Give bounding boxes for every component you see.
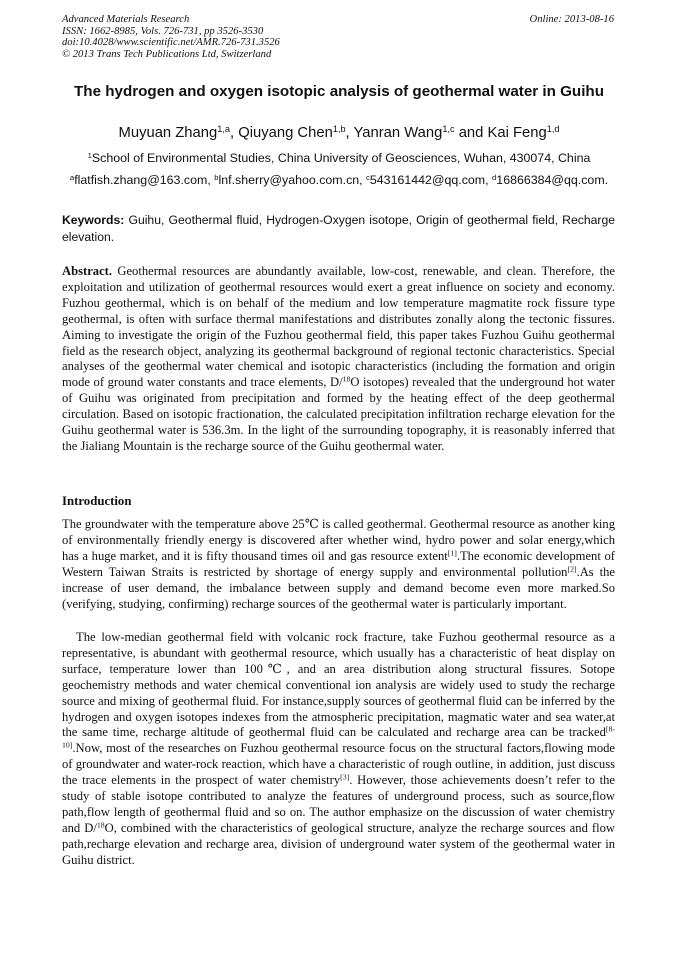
keywords-text: Guihu, Geothermal fluid, Hydrogen-Oxygen isotope, Origin of geothermal field, Recharge elevation. [62,213,615,244]
email-address[interactable]: 543161442@qq.com [369,173,486,187]
paragraph-text: The groundwater with the temperature above 25℃ is called geothermal. Geothermal resource as another king of environmentally friendly energy is discovered after whether wind, hydro power and solar energy,which has a huge market, and it is fifty thousand times oil and gas resource extent [62,517,615,563]
introduction-paragraph-1 [62,517,615,612]
email-mark: a [69,172,75,182]
paragraph-text: O, combined with the characteristics of geological structure, analyze the recharge sources and flow path,recharge elevation and recharge area, division of underground water system of the geothermal water in Guihu district. [62,820,615,867]
isotope-superscript: 18 [342,375,351,385]
author-affiliation-mark: 1,a [217,123,230,134]
journal-header [62,14,280,60]
paragraph-text: . However, those achievements doesn’t refer to the study of stable isotope contributed to analyze the features of underground process, such as source,flow path,flow length of geothermal fluid and so on. The author emphasize on the discussion of water chemistry and D/ [62,773,615,835]
author-affiliation-mark: 1,b [332,123,346,134]
email-mark: c [366,172,370,182]
paragraph-text: The low-median geothermal field with volcanic rock fracture, take Fuzhou geothermal resource as a representative, is abundant with geothermal resource, which usually has a characteristic of heat display on surface, temperature lower than 100℃, and an area distribution along structural fissures. Sotope geochemistry methods and water chemical conventional ion analysis are widely used to study the recharge source and mixing of geothermal fluid. For instance,supply sources of geothermal fluid can be inferred by the hydrogen and oxygen isotopes indexes from the atmospheric precipitation, magmatic water and sea water,at the same time, recharge altitude of geothermal fluid can be calculated and recharge area can be tracked [62,630,615,740]
email-list [62,172,616,188]
abstract-block [62,264,615,455]
citation-ref[interactable]: [2] [567,564,577,574]
email-address[interactable]: 16866384@qq.com. [496,173,609,187]
author-name: Kai Feng [487,125,547,141]
keywords-block [62,212,615,245]
paragraph-text: .The economic development of Western Taiwan Straits is restricted by shortage of energy supply and environmental pollution [62,548,615,579]
journal-name: Advanced Materials Research [62,14,190,25]
copyright-line: © 2013 Trans Tech Publications Ltd, Switzerland [62,48,272,60]
author-affiliation-mark: 1,c [442,123,455,134]
introduction-heading: Introduction [62,494,132,508]
citation-ref[interactable]: [1] [447,548,457,558]
paragraph-text: .Now, most of the researches on Fuzhou geothermal resource focus on the structural factors,flowing mode of groundwater and water-rock reaction, which have a characteristic of rough outline, in addition, just discuss the trace elements in the prospect of water chemistry [62,741,615,788]
paper-title: The hydrogen and oxygen isotopic analysis of geothermal water in Guihu [74,83,604,100]
abstract-text: O isotopes) revealed that the underground hot water of Guihu was originated from precipitation and formed by the heating effect of the deep geothermal circulation. Based on isotopic fractionation, the calculated precipitation infiltration recharge elevation for the Guihu geothermal water is 536.3m. In the light of the surrounding topography, it is reasonably inferred that the Jialiang Mountain is the recharge source of the Guihu geothermal water. [62,375,615,453]
email-separator: , [359,173,367,187]
email-address[interactable]: flatfish.zhang@163.com [74,173,208,187]
email-separator: , [207,173,215,187]
author-name: Yanran Wang [353,125,443,141]
isotope-superscript: 18 [96,820,105,830]
abstract-label: Abstract. [62,264,113,278]
keywords-label: Keywords: [62,213,125,227]
introduction-paragraph-2 [62,630,615,869]
doi-line: doi:10.4028/www.scientific.net/AMR.726-731.3526 [62,37,280,49]
affiliation-mark: 1 [87,150,92,160]
author-name: Qiuyang Chen [238,125,333,141]
citation-ref[interactable]: [8-10] [62,725,615,751]
author-separator: , [229,125,239,141]
email-mark: b [214,172,219,182]
author-name: Muyuan Zhang [118,125,218,141]
author-affiliation-mark: 1,d [546,123,560,134]
author-separator: and [454,125,488,141]
email-address[interactable]: lnf.sherry@yahoo.com.cn [218,173,360,187]
online-date: Online: 2013-08-16 [529,14,614,25]
paragraph-text: .As the increase of user demand, the imbalance between supply and demand become even more marked.So (verifying, studying, confirming) recharge sources of the geothermal water is particularly important. [62,564,615,611]
abstract-text: Geothermal resources are abundantly available, low-cost, renewable, and clean. Therefore, the exploitation and utilization of geothermal resources would exert a great influence on society and economy. Fuzhou geothermal, which is on behalf of the medium and low temperature magmatite rock fissure type geothermal, is often with surface thermal manifestations and distributes zonally along the tectonic fissures. Aiming to investigate the origin of the Fuzhou geothermal field, this paper takes Fuzhou Guihu geothermal field as the research object, analyzing its geothermal background of regional tectonic characteristics. Special analyses of the geothermal water chemical and isotopic characteristics (including the formation and origin mode of ground water constants and trace elements, D/ [62,264,615,390]
citation-ref[interactable]: [3] [340,772,350,782]
author-separator: , [345,125,354,141]
email-separator: , [485,173,493,187]
affiliation [62,150,616,166]
email-mark: d [492,172,497,182]
affiliation-text: School of Environmental Studies, China University of Geosciences, Wuhan, 430074, China [91,151,591,165]
author-list [62,124,616,142]
issn-line: ISSN: 1662-8985, Vols. 726-731, pp 3526-3530 [62,25,264,37]
